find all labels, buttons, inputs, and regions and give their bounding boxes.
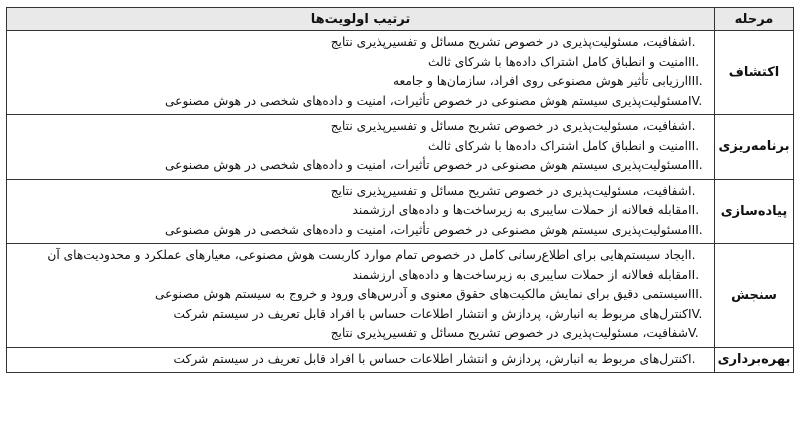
item-number: III.: [688, 158, 703, 172]
table-row: [7, 244, 794, 348]
priority-item: [13, 285, 708, 305]
priority-list: [13, 350, 708, 370]
item-number: III.: [688, 222, 703, 237]
priority-item: [13, 201, 708, 221]
priorities-cell: [7, 179, 715, 244]
item-text: مسئولیت‌پذیری سیستم هوش مصنوعی در خصوص تأثیرات، امنیت و داده‌های شخصی در هوش مصنوعی: [165, 222, 688, 237]
item-number: II.: [688, 138, 700, 153]
stage-cell: پیاده‌سازی: [715, 179, 794, 244]
priority-item: [13, 117, 708, 137]
priority-item: [13, 137, 708, 157]
priority-item: [13, 92, 708, 112]
item-text: مسئولیت‌پذیری سیستم هوش مصنوعی در خصوص تأثیرات، امنیت و داده‌های شخصی در هوش مصنوعی: [165, 158, 688, 172]
item-number: I.: [688, 183, 696, 198]
item-text: کنترل‌های مربوط به انبارش، پردازش و انتشار اطلاعات حساس با افراد قابل تعریف در سیستم شرکت: [173, 351, 688, 366]
table-row: [7, 31, 794, 115]
table-row: [7, 115, 794, 180]
stage-cell: اکتشاف: [715, 31, 794, 115]
priority-item: [13, 246, 708, 266]
priorities-cell: [7, 31, 715, 115]
stage-column-header: مرحله: [715, 8, 794, 31]
item-text: شفافیت، مسئولیت‌پذیری در خصوص تشریح مسائل و تفسیرپذیری نتایج: [330, 183, 688, 198]
priority-list: [13, 182, 708, 241]
priority-item: [13, 72, 708, 92]
item-text: شفافیت، مسئولیت‌پذیری در خصوص تشریح مسائل و تفسیرپذیری نتایج: [330, 326, 688, 340]
priorities-cell: [7, 115, 715, 180]
stage-cell: بهره‌برداری: [715, 347, 794, 373]
priority-item: [13, 324, 708, 344]
priority-item: [13, 221, 708, 241]
item-number: I.: [688, 248, 696, 262]
table-header-row: [7, 8, 794, 31]
priority-item: [13, 156, 708, 176]
item-number: IV.: [688, 306, 703, 321]
item-text: شفافیت، مسئولیت‌پذیری در خصوص تشریح مسائل و تفسیرپذیری نتایج: [330, 35, 688, 49]
item-number: III.: [688, 74, 703, 88]
priorities-cell: [7, 244, 715, 348]
item-text: ایجاد سیستم‌هایی برای اطلاع‌رسانی کامل در خصوص تمام موارد کاربست هوش مصنوعی، معیارهای عملکرد و محدودیت‌های آن: [47, 248, 688, 262]
priority-item: [13, 266, 708, 286]
item-number: I.: [688, 35, 696, 49]
priority-item: [13, 350, 708, 370]
item-number: III.: [688, 287, 703, 301]
item-text: سیستمی دقیق برای نمایش مالکیت‌های حقوق معنوی و آدرس‌های ورود و خروج به سیستم هوش مصنوعی: [154, 287, 688, 301]
table-row: [7, 179, 794, 244]
item-text: امنیت و انطباق کامل اشتراک داده‌ها با شرکای ثالث: [428, 54, 688, 69]
item-number: IV.: [688, 93, 703, 108]
stage-cell: سنجش: [715, 244, 794, 348]
item-text: امنیت و انطباق کامل اشتراک داده‌ها با شرکای ثالث: [428, 138, 688, 153]
item-number: II.: [688, 203, 700, 217]
priorities-cell: [7, 347, 715, 373]
table-row: [7, 347, 794, 373]
item-text: شفافیت، مسئولیت‌پذیری در خصوص تشریح مسائل و تفسیرپذیری نتایج: [330, 119, 688, 133]
item-text: ارزیابی تأثیر هوش مصنوعی روی افراد، سازمان‌ها و جامعه: [392, 74, 688, 88]
priority-list: [13, 246, 708, 344]
item-number: V.: [688, 326, 699, 340]
item-text: کنترل‌های مربوط به انبارش، پردازش و انتشار اطلاعات حساس با افراد قابل تعریف در سیستم شرکت: [173, 306, 688, 321]
item-text: مسئولیت‌پذیری سیستم هوش مصنوعی در خصوص تأثیرات، امنیت و داده‌های شخصی در هوش مصنوعی: [165, 93, 688, 108]
priorities-table: [6, 7, 794, 373]
item-number: I.: [688, 351, 696, 366]
stage-cell: برنامه‌ریزی: [715, 115, 794, 180]
priority-list: [13, 117, 708, 176]
priority-item: [13, 182, 708, 202]
priority-list: [13, 33, 708, 111]
item-number: II.: [688, 54, 700, 69]
priority-item: [13, 53, 708, 73]
priority-item: [13, 33, 708, 53]
item-number: II.: [688, 267, 700, 282]
item-text: مقابله فعالانه از حملات سایبری به زیرساخت‌ها و داده‌های ارزشمند: [352, 267, 688, 282]
priority-item: [13, 305, 708, 325]
item-number: I.: [688, 119, 696, 133]
priorities-column-header: ترتیب اولویت‌ها: [7, 8, 715, 31]
item-text: مقابله فعالانه از حملات سایبری به زیرساخت‌ها و داده‌های ارزشمند: [352, 203, 688, 217]
